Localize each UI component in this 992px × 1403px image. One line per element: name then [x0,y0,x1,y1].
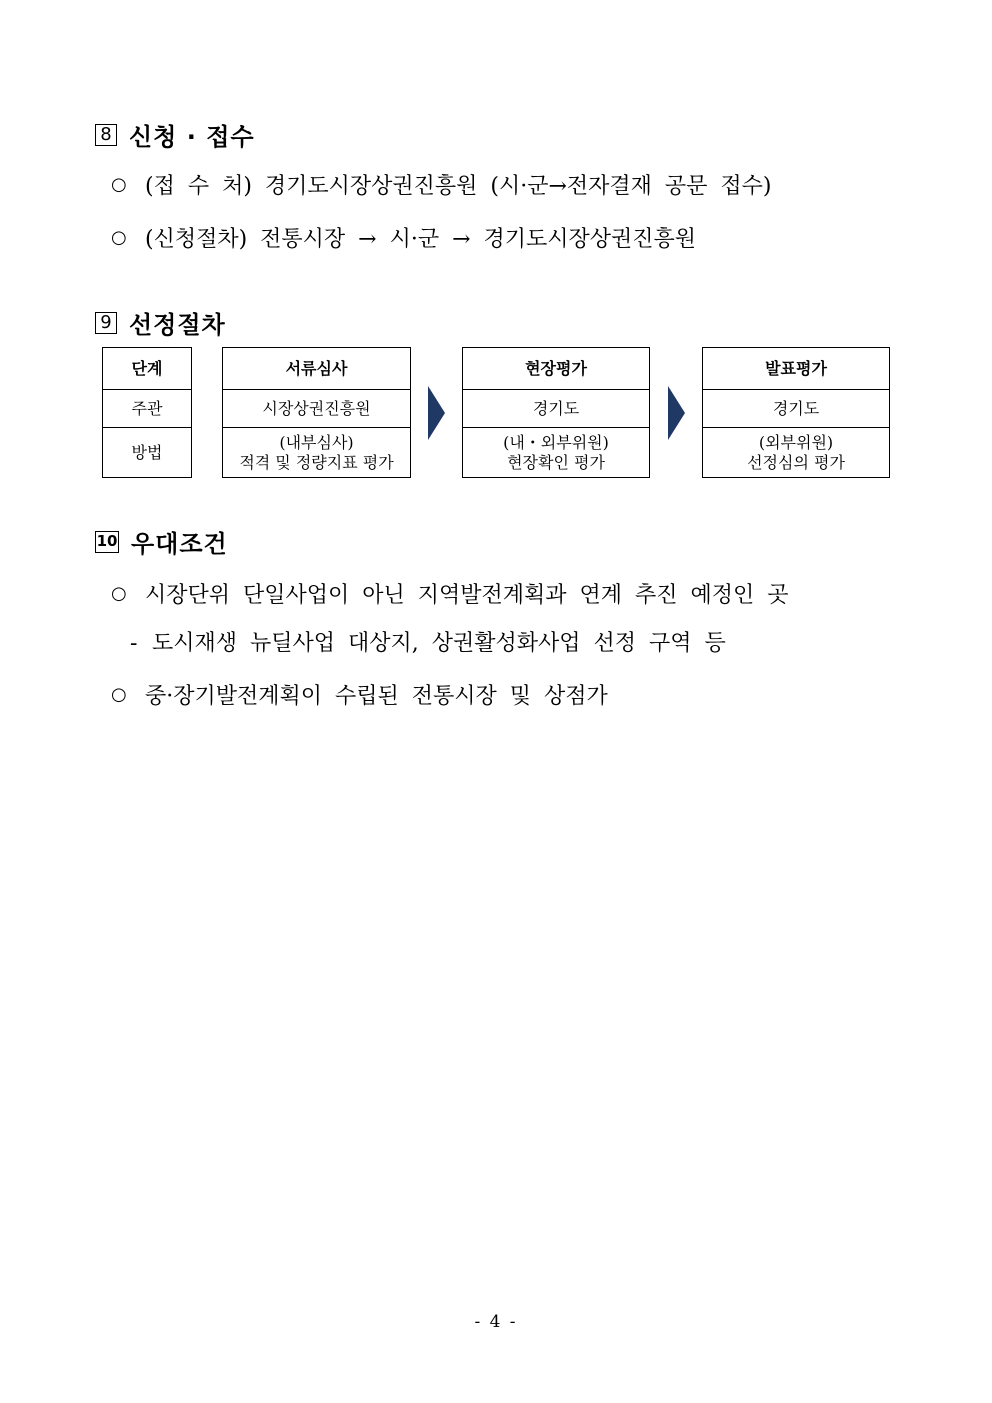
circle-bullet-icon: ○ [111,583,127,604]
circle-bullet-icon: ○ [111,684,127,705]
method-label: 방법 [103,428,192,478]
section-title: 신청 · 접수 [129,123,255,151]
section-number-box: 10 [95,531,119,553]
stage-name: 현장평가 [463,348,650,390]
method-line-2: 적격 및 정량지표 평가 [239,452,394,472]
method-line-1: (내・외부위원) [503,432,609,452]
bullet-item [111,222,696,253]
stage-label: 단계 [103,348,192,390]
section-number-box: 8 [95,124,117,146]
bullet-text: 시장단위 단일사업이 아닌 지역발전계획과 연계 추진 예정인 곳 [145,583,789,608]
section-9-heading [95,305,226,340]
stage-host: 경기도 [703,390,890,428]
stage-document-review [222,347,411,478]
sub-bullet-text: 도시재생 뉴딜사업 대상지, 상권활성화사업 선정 구역 등 [152,631,726,656]
sub-bullet-item [130,626,726,657]
method-line-2: 현장확인 평가 [507,452,605,472]
section-number-box: 9 [95,312,117,334]
bullet-item [111,578,789,609]
section-title: 우대조건 [131,530,228,558]
bullet-item [111,169,772,200]
section-title: 선정절차 [129,311,226,339]
bullet-text: 중·장기발전계획이 수립된 전통시장 및 상점가 [145,684,608,709]
stage-method [463,428,650,478]
bullet-text: (접 수 처) 경기도시장상권진흥원 (시·군→전자결재 공문 접수) [145,174,772,199]
section-10-heading [95,524,228,559]
method-line-2: 선정심의 평가 [747,452,845,472]
dash-bullet-icon: - [130,631,138,656]
label-column [102,347,192,478]
circle-bullet-icon: ○ [111,227,127,248]
stage-host: 시장상권진흥원 [223,390,411,428]
chevron-right-icon [668,386,685,440]
stage-presentation-evaluation [702,347,890,478]
chevron-right-icon [428,386,445,440]
stage-field-evaluation [462,347,650,478]
stage-host: 경기도 [463,390,650,428]
section-8-heading [95,117,255,152]
bullet-item [111,679,608,710]
stage-name: 서류심사 [223,348,411,390]
method-line-1: (내부심사) [279,432,354,452]
stage-method [223,428,411,478]
method-line-1: (외부위원) [758,432,834,452]
stage-method [703,428,890,478]
bullet-text: (신청절차) 전통시장 → 시·군 → 경기도시장상권진흥원 [145,227,697,252]
host-label: 주관 [103,390,192,428]
page-number: - 4 - [474,1312,518,1332]
stage-name: 발표평가 [703,348,890,390]
circle-bullet-icon: ○ [111,174,127,195]
